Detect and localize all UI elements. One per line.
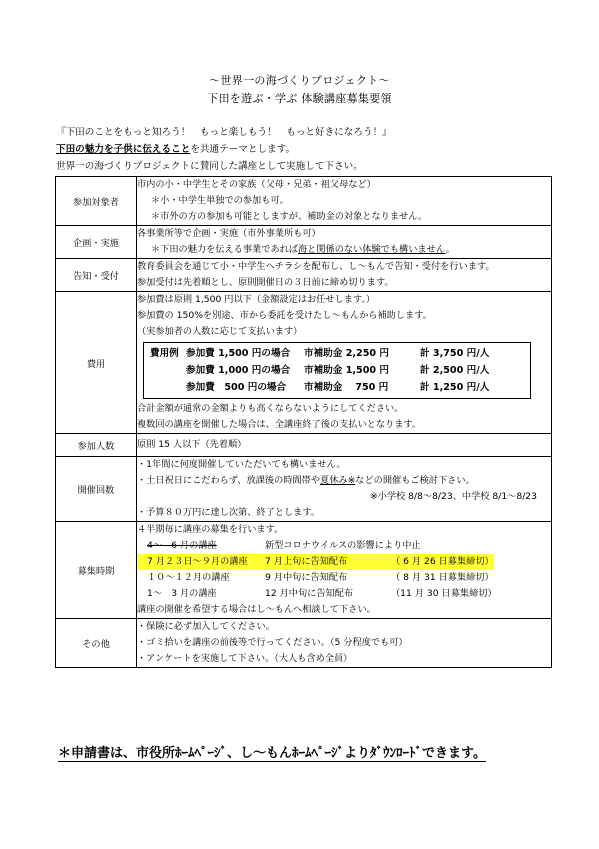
application-download-note: ＊申請書は、市役所ﾎｰﾑﾍﾟｰｼﾞ、し〜もんﾎｰﾑﾍﾟｰｼﾞよりﾀﾞｳﾝﾛｰﾄﾞできます。 (58, 742, 486, 762)
example-subsidy: 市補助金 2,250 円 (304, 348, 389, 359)
row-other (56, 619, 552, 668)
content-notice (137, 259, 552, 292)
label-fee: 費用 (56, 292, 137, 434)
text-line: （実参加者の人数に応じて支払います） (137, 326, 303, 337)
example-fee: 参加費 1,500 円の場合 (186, 348, 291, 359)
theme-rest: を共通テーマとします。 (190, 144, 296, 155)
underlined-text: 夏休み※ (320, 475, 356, 486)
theme-highlight: 下田の魅力を子供に伝えること (56, 144, 191, 155)
content-frequency (137, 457, 552, 522)
row-fee (56, 292, 552, 434)
row-frequency (56, 457, 552, 522)
text-line: ※小学校 8/8〜8/23、中学校 8/1〜8/23 (369, 491, 537, 502)
text-line: 各事業所等で企画・実施（市外事業所も可） (137, 228, 321, 239)
example-total: 計 2,500 円/人 (420, 365, 490, 376)
fee-example-label: 費用例 (150, 348, 179, 359)
text-line: ・アンケートを実施して下さい。（大人も含め全員） (137, 653, 353, 664)
row-target (56, 177, 552, 226)
fee-example-row (144, 379, 530, 396)
fee-example-row (144, 345, 530, 362)
schedule-period: 7 月２３日〜９月の講座 (147, 556, 248, 567)
example-subsidy: 市補助金 750 円 (304, 382, 389, 393)
text-line: ＊市外の方の参加も可能としますが、補助金の対象となりません。 (151, 211, 428, 222)
schedule-period: １０〜１２月の講座 (147, 572, 230, 583)
schedule-row (137, 586, 551, 602)
schedule-period: 4〜 6 月の講座 (147, 540, 217, 551)
common-theme (56, 141, 295, 155)
text-line (137, 242, 551, 258)
label-capacity: 参加人数 (56, 434, 137, 457)
document-title: 下田を遊ぶ・学ぶ 体験講座募集要領 (207, 92, 392, 105)
text-line: 市内の小・中学生とその家族（父母・兄弟・祖父母など） (137, 179, 376, 190)
text-line: ・1年間に何度開催していただいても構いません。 (137, 459, 346, 470)
content-recruit (137, 522, 552, 619)
intro-note: 世界一の海づくりプロジェクトに賛同した講座として実施して下さい。 (56, 161, 363, 172)
text-span: ＊下田の魅力を伝える事業であれば (151, 244, 298, 255)
text-span: ・土日祝日にこだわらず、放課後の時間帯や (137, 475, 321, 486)
text-line: ・予算８０万円に達し次第、終了とします。 (137, 507, 321, 518)
text-line: ・保険に必ず加入してください。 (137, 621, 275, 632)
content-fee (137, 292, 552, 434)
label-notice: 告知・受付 (56, 259, 137, 292)
spacer (144, 379, 186, 396)
row-recruit (56, 522, 552, 619)
text-line: 参加費は原則 1,500 円以下（金額設定はお任せします。） (137, 294, 376, 305)
schedule-deadline: （11 月 30 日募集締切） (391, 588, 497, 599)
label-target: 参加対象者 (56, 177, 137, 226)
text-line: 複数回の講座を開催した場合は、全講座終了後の支払いとなります。 (137, 419, 422, 430)
label-recruit: 募集時期 (56, 522, 137, 619)
content-plan (137, 226, 552, 259)
spacer (144, 362, 186, 379)
row-plan (56, 226, 552, 259)
schedule-distribution: 新型コロナウイルスの影響により中止 (265, 540, 421, 551)
schedule-row (137, 570, 551, 586)
example-subsidy: 市補助金 1,500 円 (304, 365, 389, 376)
fee-example-box (143, 342, 531, 399)
content-other (137, 619, 552, 668)
text-line: ＊小・中学生単独での参加も可。 (151, 195, 289, 206)
highlighted-schedule (137, 554, 494, 570)
schedule-row (137, 554, 551, 570)
schedule-deadline: （ 6 月 26 日募集締切） (391, 556, 494, 567)
text-span: などの開催もご検討下さい。 (355, 475, 475, 486)
schedule-row (137, 538, 551, 554)
text-line: 参加費の 150%を別途、市から委託を受けたし〜もんから補助します。 (137, 310, 432, 321)
row-notice (56, 259, 552, 292)
slogan: 『下田のことをもっと知ろう！ もっと楽しもう！ もっと好きになろう！』 (56, 127, 392, 138)
text-line: 講座の開催を希望する場合はし〜もんへ相談して下さい。 (137, 604, 376, 615)
requirements-table (55, 176, 552, 668)
text-line: ・ゴミ拾いを講座の前後等で行ってください。（5 分程度でも可） (137, 637, 408, 648)
underlined-text: 海と関係のない体験でも構いません (298, 244, 446, 255)
text-line: 参加受付は先着順とし、原則開催日の３日前に締め切ります。 (137, 277, 394, 288)
schedule-distribution: 9 月中旬に告知配布 (265, 572, 348, 583)
label-plan: 企画・実施 (56, 226, 137, 259)
row-capacity (56, 434, 552, 457)
label-other: その他 (56, 619, 137, 668)
example-fee: 参加費 500 円の場合 (186, 382, 287, 393)
text-line: ４半期毎に講座の募集を行います。 (137, 524, 284, 535)
label-frequency: 開催回数 (56, 457, 137, 522)
fee-example-row (144, 362, 530, 379)
schedule-deadline: （ 8 月 31 日募集締切） (391, 572, 494, 583)
text-line: 原則 15 人以下（先着順） (137, 439, 247, 450)
schedule-distribution: 12 月中旬に告知配布 (265, 588, 354, 599)
project-title: 〜世界一の海づくりプロジェクト〜 (209, 74, 390, 87)
schedule-distribution: 7 月上旬に告知配布 (265, 556, 348, 567)
text-span: 。 (445, 244, 455, 255)
text-line: 教育委員会を通じて小・中学生へチラシを配布し、し〜もんで告知・受付を行います。 (137, 261, 495, 272)
content-target (137, 177, 552, 226)
schedule-period: 1〜 3 月の講座 (147, 588, 217, 599)
content-capacity (137, 434, 552, 457)
example-total: 計 1,250 円/人 (420, 382, 490, 393)
example-total: 計 3,750 円/人 (420, 348, 490, 359)
example-fee: 参加費 1,000 円の場合 (186, 365, 291, 376)
text-line (137, 473, 551, 489)
text-line: 合計金額が通常の金額よりも高くならないようにしてください。 (137, 403, 404, 414)
